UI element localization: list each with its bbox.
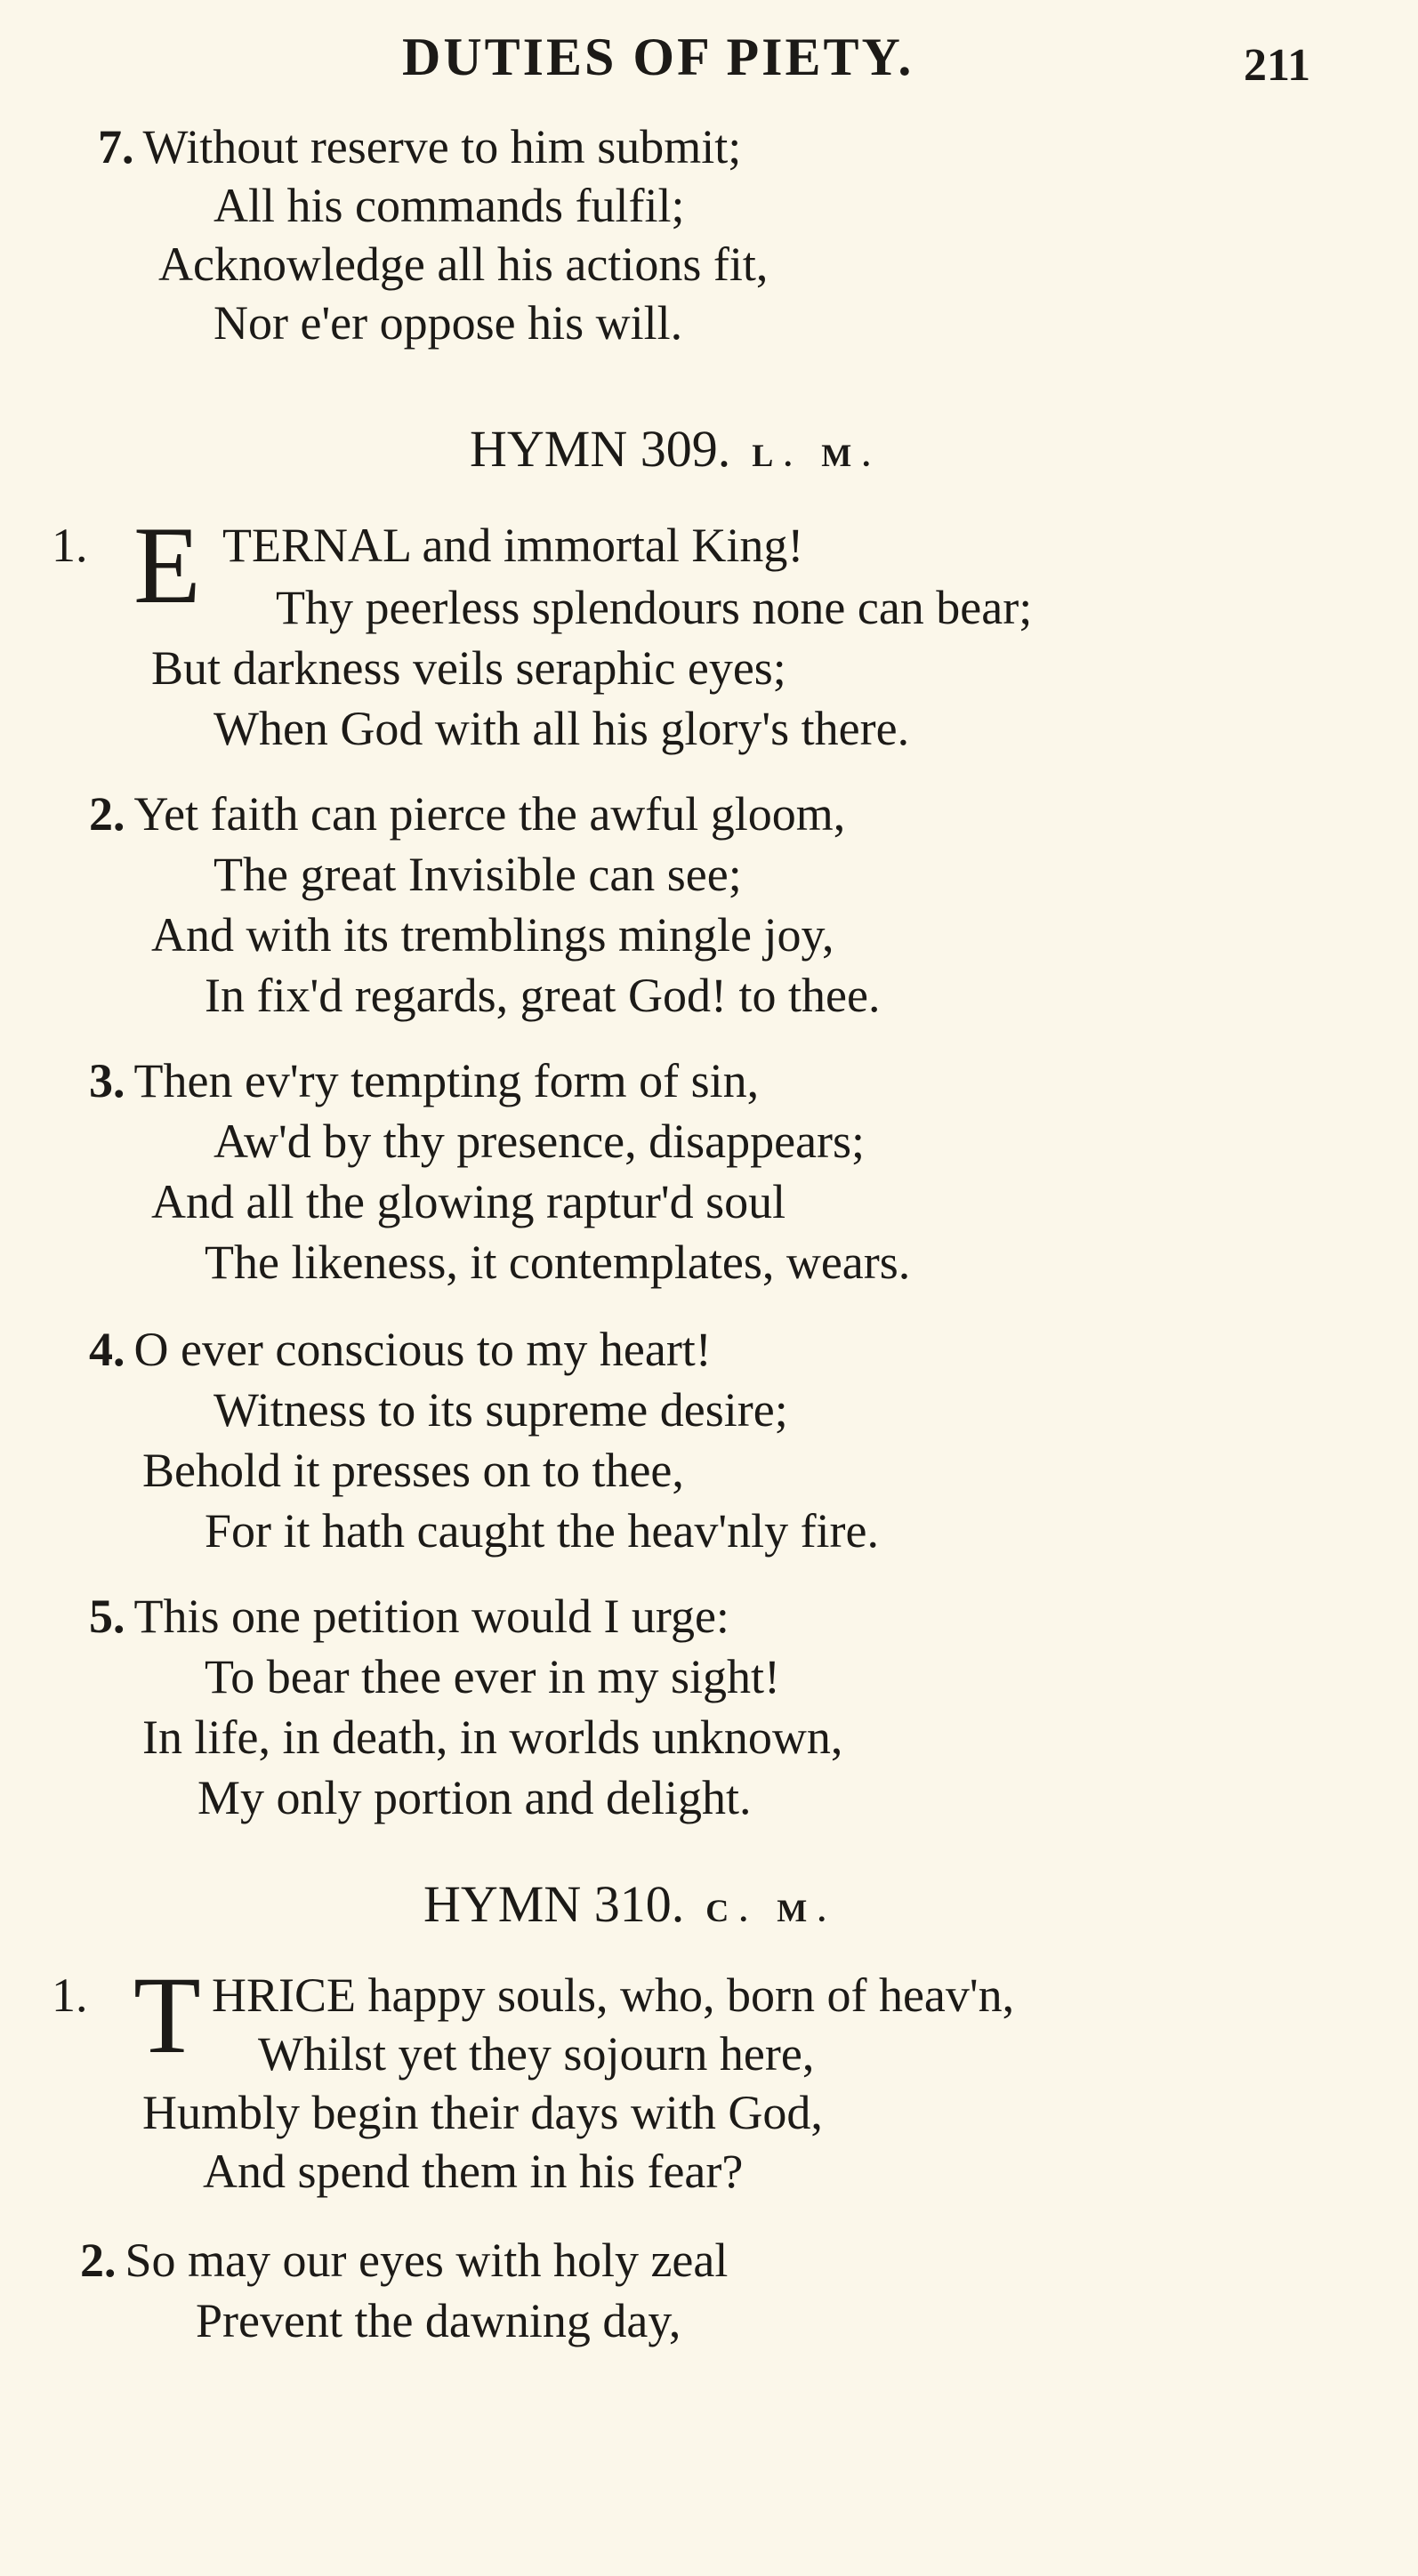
running-head-title: DUTIES OF PIETY. [402,28,914,86]
running-head [0,16,1418,96]
stanza-7-line-1: 7. Without reserve to him submit; [98,120,742,173]
hymn-310-stanza-1-line-4: And spend them in his fear? [203,2145,744,2198]
hymn-309-stanza-3-line-1: 3. Then ev'ry tempting form of sin, [89,1054,760,1107]
hymn-309-stanza-1-line-1: TERNAL and immortal King! [222,519,804,572]
page-number: 211 [1244,40,1311,91]
hymn-309-heading [470,420,882,478]
hymn-meter: C. M. [705,1893,837,1928]
hymn-title: HYMN 310. [423,1875,685,1933]
hymn-309-stanza-3-line-3: And all the glowing raptur'd soul [151,1175,786,1228]
hymn-309-stanza-2-line-2: The great Invisible can see; [214,848,742,901]
hymn-309-stanza-5-line-1: 5. This one petition would I urge: [89,1590,729,1643]
hymn-309-stanza-5-line-2: To bear thee ever in my sight! [205,1650,780,1703]
hymn-309-stanza-2-line-1: 2. Yet faith can pierce the awful gloom, [89,787,846,841]
hymn-310-stanza-1-number: 1. [52,1968,88,2022]
stanza-7-line-3: Acknowledge all his actions fit, [158,237,769,291]
hymn-309-stanza-4-line-3: Behold it presses on to thee, [142,1444,684,1497]
hymn-309-stanza-2-line-4: In fix'd regards, great God! to thee. [205,969,881,1022]
hymn-title: HYMN 309. [470,420,731,478]
hymn-309-stanza-3-line-2: Aw'd by thy presence, disappears; [214,1115,866,1168]
hymn-309-stanza-1-number: 1. [52,519,88,572]
drop-cap: E [133,504,201,626]
hymn-309-stanza-1-line-3: But darkness veils seraphic eyes; [151,641,786,695]
hymn-310-stanza-2-line-1: 2. So may our eyes with holy zeal [80,2234,729,2287]
hymn-310-stanza-1-line-1: HRICE happy souls, who, born of heav'n, [212,1968,1015,2022]
hymn-310-heading [423,1875,837,1933]
hymn-309-stanza-1-line-2: Thy peerless splendours none can bear; [276,581,1033,634]
drop-cap: T [133,1954,201,2076]
hymn-310-stanza-1-line-2: Whilst yet they sojourn here, [258,2027,815,2081]
hymn-309-stanza-2-line-3: And with its tremblings mingle joy, [151,908,834,962]
hymn-309-stanza-4-line-4: For it hath caught the heav'nly fire. [205,1504,880,1558]
stanza-number: 7. [98,120,134,173]
hymn-309-stanza-4-line-2: Witness to its supreme desire; [214,1383,788,1437]
stanza-7-line-2: All his commands fulfil; [214,179,685,232]
hymn-meter: L. M. [752,438,882,473]
stanza-7-line-4: Nor e'er oppose his will. [214,296,683,350]
hymn-310-stanza-2-line-2: Prevent the dawning day, [196,2294,681,2347]
hymn-309-stanza-5-line-4: My only portion and delight. [197,1771,752,1824]
hymn-309-stanza-3-line-4: The likeness, it contemplates, wears. [205,1236,911,1289]
hymn-309-stanza-5-line-3: In life, in death, in worlds unknown, [142,1711,843,1764]
hymn-309-stanza-1-line-4: When God with all his glory's there. [214,702,910,755]
hymn-309-stanza-4-line-1: 4. O ever conscious to my heart! [89,1323,712,1376]
hymn-310-stanza-1-line-3: Humbly begin their days with God, [142,2086,823,2139]
